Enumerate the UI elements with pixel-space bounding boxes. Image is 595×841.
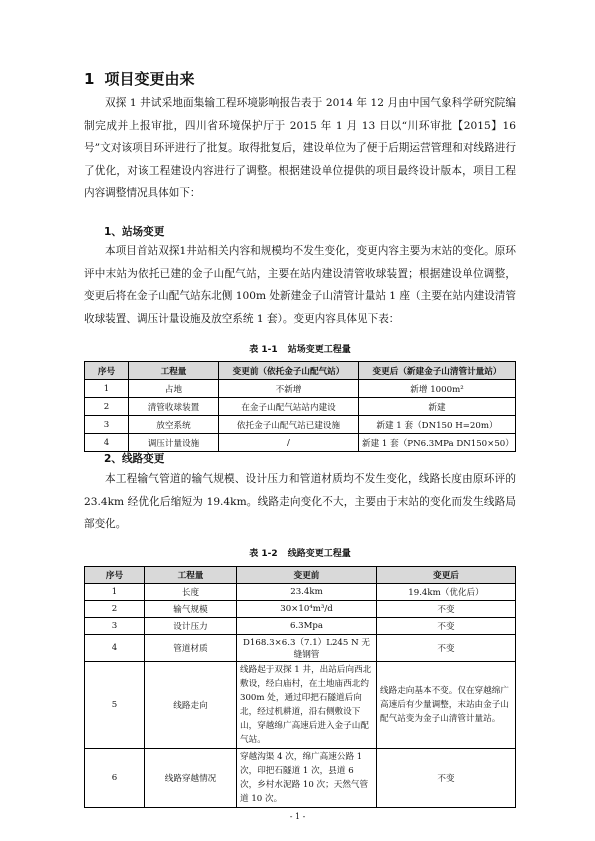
table-cell: 线路走向 bbox=[145, 662, 237, 749]
table-row bbox=[85, 380, 516, 398]
section1-text: 本项目首站双探1井站相关内容和规模均不发生变化，变更内容主要为末站的变化。原环评中末站为依托已建的金子山配气站，主要在站内建设清管收球装置；根据建设单位调整，变更后将在金子山配气站东北侧 100m 处新建金子山清管计量站 1 座（主要在站内建设清管收球装置、调压计量设施及放空系统 1 套）。变更内容具体见下表： bbox=[84, 245, 516, 325]
table-cell: 穿越沟渠 4 次，绵广高速公路 1 次，印把石隧道 1 次，县道 6 次，乡村水泥路 10 次；天然气管道 10 次。 bbox=[237, 749, 377, 808]
intro-text: 双探 1 井试采地面集输工程环境影响报告表于 2014 年 12 月由中国气象科学研究院编制完成并上报审批，四川省环境保护厅于 2015 年 1 月 13 日以“川环审批【2015】16 号”文对该项目环评进行了批复。取得批复后，建设单位为了便于后期运营管理和对线路进行了优化，对该工程建设内容进行了调整。根据建设单位提供的项目最终设计版本，项目工程内容调整情况具体如下： bbox=[84, 97, 516, 200]
table-cell: 2 bbox=[85, 601, 145, 618]
table-header-row bbox=[85, 362, 516, 380]
table-cell: 30×10⁴m³/d bbox=[237, 601, 377, 618]
table-cell: 新增 1000m² bbox=[359, 380, 516, 398]
table-cell: 新建 1 套（DN150 H=20m） bbox=[359, 416, 516, 434]
section1-paragraph bbox=[84, 240, 516, 330]
intro-paragraph bbox=[84, 92, 516, 205]
table-row bbox=[85, 398, 516, 416]
table-cell: 在金子山配气站站内建设 bbox=[219, 398, 359, 416]
table-row bbox=[85, 618, 516, 635]
table-cell: 放空系统 bbox=[129, 416, 219, 434]
table-cell: 2 bbox=[85, 398, 129, 416]
table-cell: 1 bbox=[85, 380, 129, 398]
table-cell: / bbox=[219, 434, 359, 452]
route-change-table bbox=[84, 566, 516, 808]
section2-title: 2、线路变更 bbox=[104, 453, 165, 465]
table-cell: 占地 bbox=[129, 380, 219, 398]
table-cell: 输气规模 bbox=[145, 601, 237, 618]
table-header-cell: 工程量 bbox=[145, 567, 237, 584]
table-header-cell: 变更后 bbox=[377, 567, 516, 584]
table-cell: 线路起于双探 1 井，出站后向西北敷设，经白庙村，在土地庙西北约 300m 处，通过印把石隧道后向北，经过机耕道，沿右侧敷设下山，穿越绵广高速后进入金子山配气站。 bbox=[237, 662, 377, 749]
section2-paragraph bbox=[84, 468, 516, 536]
table-cell: 依托金子山配气站已建设施 bbox=[219, 416, 359, 434]
table-cell: 3 bbox=[85, 618, 145, 635]
table-row bbox=[85, 662, 516, 749]
section2-text: 本工程输气管道的输气规模、设计压力和管道材质均不发生变化，线路长度由原环评的 23.4km 经优化后缩短为 19.4km。线路走向变化不大，主要由于末站的变化而发生线路局部变化。 bbox=[84, 473, 516, 531]
heading-title: 项目变更由来 bbox=[104, 70, 195, 88]
table-cell: 6 bbox=[85, 749, 145, 808]
table-cell: 不变 bbox=[377, 601, 516, 618]
table-cell: 清管收球装置 bbox=[129, 398, 219, 416]
table-cell: 线路走向基本不变。仅在穿越绵广高速后有少量调整，末站由金子山配气站变为金子山清管计量站。 bbox=[377, 662, 516, 749]
table-header-cell: 变更后（新建金子山清管计量站） bbox=[359, 362, 516, 380]
table-cell: 调压计量设施 bbox=[129, 434, 219, 452]
table-cell: 不变 bbox=[377, 618, 516, 635]
table-header-cell: 序号 bbox=[85, 567, 145, 584]
table1-caption-number: 表 1-1 bbox=[249, 345, 278, 355]
table-cell: 3 bbox=[85, 416, 129, 434]
table-cell: 6.3Mpa bbox=[237, 618, 377, 635]
table-cell: 5 bbox=[85, 662, 145, 749]
table-cell: 19.4km（优化后） bbox=[377, 584, 516, 601]
table-cell: 不变 bbox=[377, 635, 516, 662]
table-row bbox=[85, 635, 516, 662]
table-header-row bbox=[85, 567, 516, 584]
table-cell: 新建 bbox=[359, 398, 516, 416]
table1-caption-title: 站场变更工程量 bbox=[287, 345, 351, 355]
table-cell: 不变 bbox=[377, 749, 516, 808]
table-header-cell: 变更前 bbox=[237, 567, 377, 584]
site-change-table bbox=[84, 361, 516, 452]
table-row bbox=[85, 749, 516, 808]
table-cell: 4 bbox=[85, 434, 129, 452]
table-header-cell: 序号 bbox=[85, 362, 129, 380]
table-cell: 不新增 bbox=[219, 380, 359, 398]
page-number: - 1 - bbox=[289, 812, 306, 821]
table-cell: 设计压力 bbox=[145, 618, 237, 635]
table-cell: 长度 bbox=[145, 584, 237, 601]
table-cell: 线路穿越情况 bbox=[145, 749, 237, 808]
table2-caption-number: 表 1-2 bbox=[249, 549, 278, 559]
table-row bbox=[85, 416, 516, 434]
heading-number: 1 bbox=[84, 70, 95, 88]
table-cell: 新建 1 套（PN6.3MPa DN150×50） bbox=[359, 434, 516, 452]
table-row bbox=[85, 601, 516, 618]
table-header-cell: 工程量 bbox=[129, 362, 219, 380]
section-heading bbox=[84, 68, 194, 89]
table-cell: D168.3×6.3（7.1）L245 N 无缝钢管 bbox=[237, 635, 377, 662]
table-cell: 23.4km bbox=[237, 584, 377, 601]
table-row bbox=[85, 584, 516, 601]
table-cell: 4 bbox=[85, 635, 145, 662]
table1-caption bbox=[84, 342, 516, 355]
table-row bbox=[85, 434, 516, 452]
table2-caption-title: 线路变更工程量 bbox=[287, 549, 351, 559]
table2-caption bbox=[84, 546, 516, 559]
section1-title: 1、站场变更 bbox=[104, 226, 165, 238]
table-cell: 管道材质 bbox=[145, 635, 237, 662]
table-header-cell: 变更前（依托金子山配气站） bbox=[219, 362, 359, 380]
table-cell: 1 bbox=[85, 584, 145, 601]
